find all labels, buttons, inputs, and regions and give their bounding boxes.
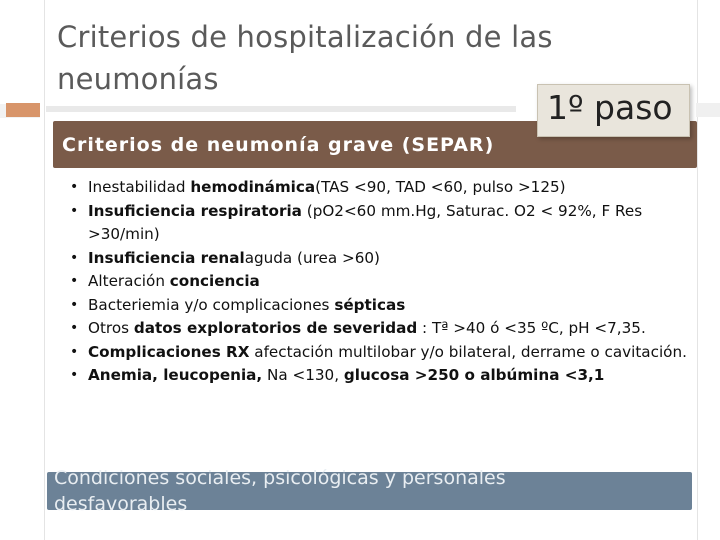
bullet-dot: • <box>70 202 79 219</box>
list-item: • Complicaciones RX afectación multilobar y/o bilateral, derrame o cavitación. <box>70 341 695 365</box>
slide-title: Criterios de hospitalización de las neumonías <box>57 20 553 96</box>
list-item: • Inestabilidad hemodinámica(TAS <90, TAD <60, pulso >125) <box>70 176 695 200</box>
bullet-dot: • <box>70 367 79 383</box>
bullet-dot: • <box>70 179 79 195</box>
bullet-dot: • <box>70 273 79 289</box>
guide-line-left <box>44 0 45 540</box>
bullet-dot: • <box>70 320 79 336</box>
bullet-dot: • <box>70 296 79 313</box>
footer-overlay-text: Condiciones sociales, psicológicas y personales desfavorables <box>54 467 506 515</box>
list-item: • Anemia, leucopenia, Na <130, glucosa >250 o albúmina <3,1 <box>70 364 695 388</box>
list-item: • Otros datos exploratorios de severidad : Tª >40 ó <35 ºC, pH <7,35. <box>70 317 695 341</box>
bullet-dot: • <box>70 343 79 360</box>
step-label: 1º paso <box>547 88 673 127</box>
section-header: Criterios de neumonía grave (SEPAR) <box>62 134 495 156</box>
criteria-list <box>70 176 695 388</box>
rule-divider <box>46 106 516 112</box>
guide-line-right <box>697 0 698 540</box>
bullet-dot: • <box>70 249 79 266</box>
list-item: • Alteración conciencia <box>70 270 695 294</box>
list-item: • Bacteriemia y/o complicaciones sépticas <box>70 294 695 318</box>
rule-right-segment <box>696 103 720 117</box>
list-item: • Insuficiencia respiratoria (pO2<60 mm.Hg, Saturac. O2 < 92%, F Res >30/min) <box>70 201 643 243</box>
list-item: • Insuficiencia renalaguda (urea >60) <box>70 247 695 271</box>
accent-square <box>6 103 40 117</box>
